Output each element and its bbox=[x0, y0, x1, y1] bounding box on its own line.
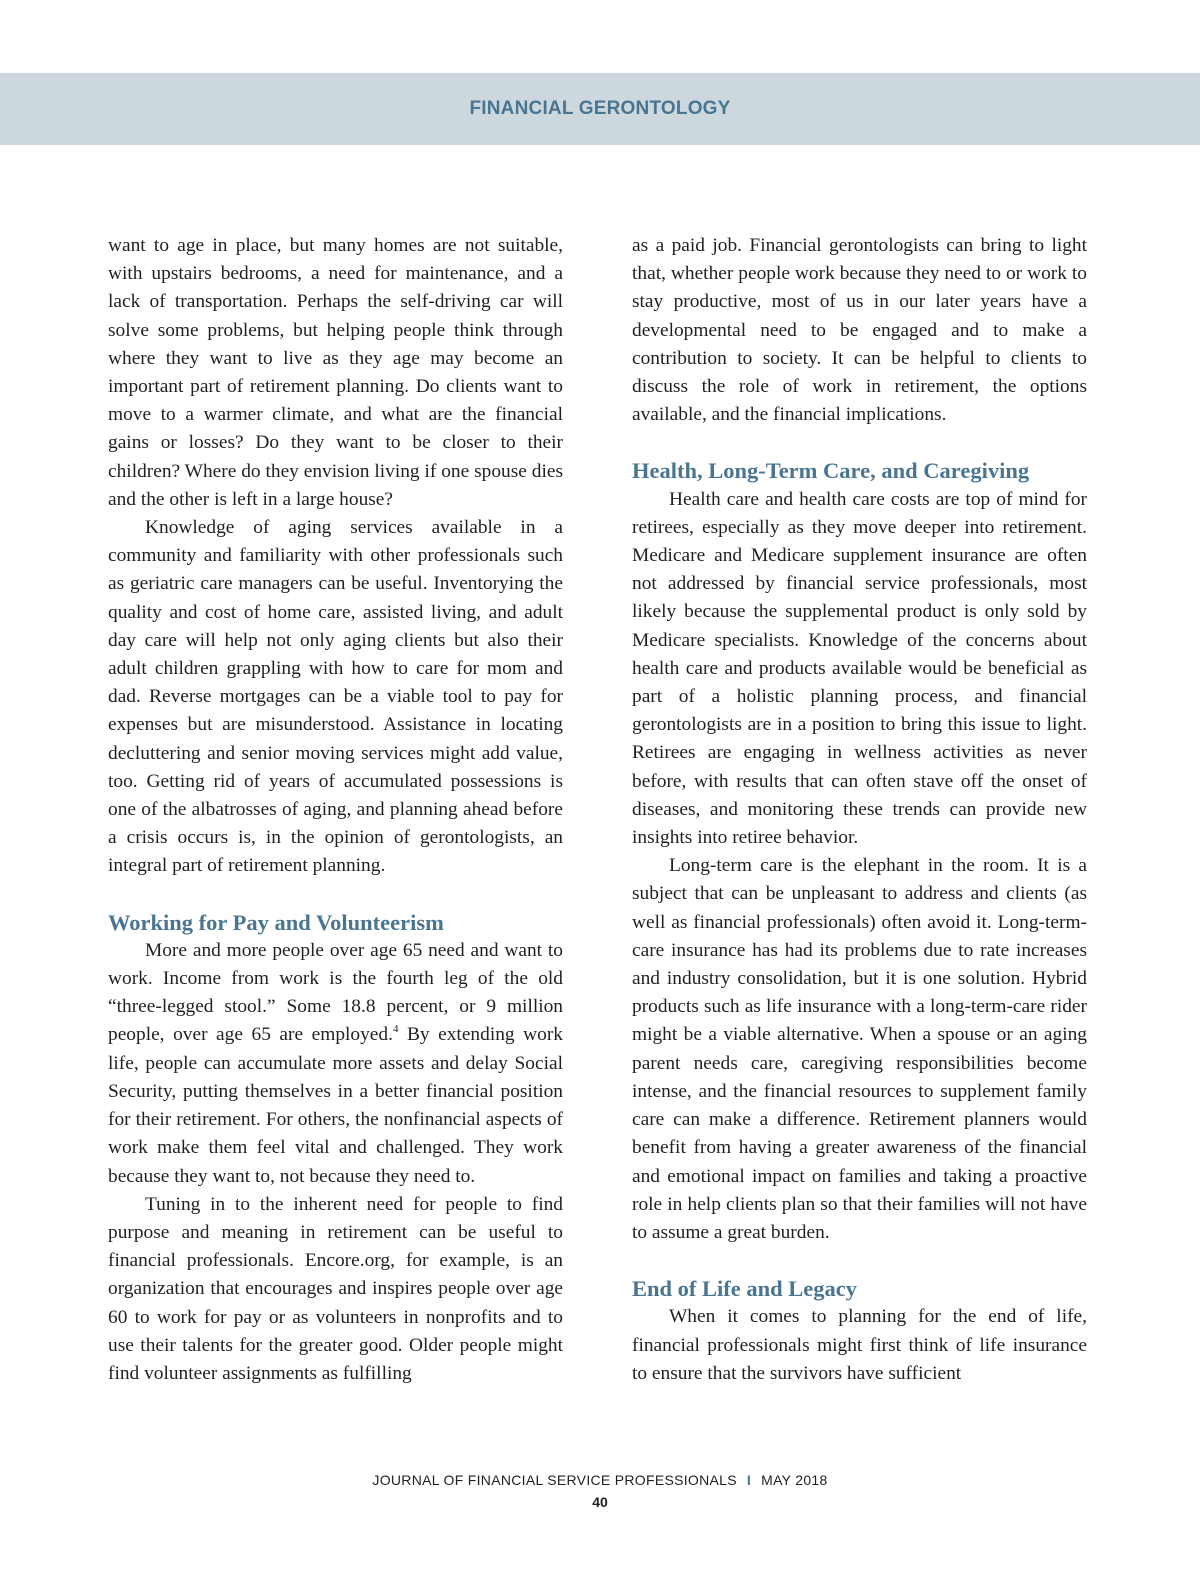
section-heading-working: Working for Pay and Volunteerism bbox=[108, 909, 444, 935]
journal-name: JOURNAL OF FINANCIAL SERVICE PROFESSIONALS bbox=[372, 1472, 737, 1488]
paragraph: When it comes to planning for the end of life, financial professionals might first think of life insurance to ensure that the survivors have sufficient bbox=[632, 1306, 1087, 1384]
section-title: FINANCIAL GERONTOLOGY bbox=[469, 98, 731, 119]
left-column bbox=[108, 232, 563, 1388]
page-number: 40 bbox=[592, 1494, 608, 1510]
paragraph: Health care and health care costs are top of mind for retirees, especially as they move deeper into retirement. Medicare and Medicare supplement insurance are often not addressed by financial service professionals, most likely because the supplemental product is only sold by Medicare specialists. Knowledge of the concerns about health care and products available would be beneficial as part of a holistic planning process, and financial gerontologists are in a position to bring this issue to light. Retirees are engaging in wellness activities as never before, with results that can often stave off the onset of diseases, and monitoring these trends can provide new insights into retiree behavior. bbox=[632, 488, 1087, 849]
issue-date: MAY 2018 bbox=[761, 1472, 828, 1488]
section-heading-end-of-life: End of Life and Legacy bbox=[632, 1276, 858, 1302]
paragraph: Long-term care is the elephant in the room. It is a subject that can be unpleasant to address and clients (as well as financial professionals) often avoid it. Long-term-care insurance has had its problems due to rate increases and industry consolidation, but it is one solution. Hybrid products such as life insurance with a long-term-care rider might be a viable alternative. When a spouse or an aging parent needs care, caregiving responsibilities become intense, and the financial resources to supplement family care can make a difference. Retirement planners would benefit from having a greater awareness of the financial and emotional impact on families and taking a proactive role in help clients plan so that their families will not have to assume a great burden. bbox=[632, 855, 1087, 1243]
paragraph: Knowledge of aging services available in a community and familiarity with other professionals such as geriatric care managers can be useful. Inventorying the quality and cost of home care, assisted living, and adult day care will help not only aging clients but also their adult children grappling with how to care for mom and dad. Reverse mortgages can be a viable tool to pay for expenses but are misunderstood. Assistance in locating decluttering and senior moving services might add value, too. Getting rid of years of accumulated possessions is one of the albatrosses of aging, and planning ahead before a crisis occurs is, in the opinion of gerontologists, an integral part of retirement planning. bbox=[108, 517, 563, 877]
page-footer bbox=[0, 1472, 1200, 1510]
section-heading-health: Health, Long-Term Care, and Caregiving bbox=[632, 458, 1030, 484]
paragraph: Tuning in to the inherent need for people to find purpose and meaning in retirement can be useful to financial professionals. Encore.org, for example, is an organization that encourages and inspires people over age 60 to work for pay or as volunteers in nonprofits and to use their talents for the greater good. Older people might find volunteer assignments as fulfilling bbox=[108, 1193, 563, 1384]
footer-separator: I bbox=[746, 1472, 752, 1488]
paragraph-text: More and more people over age 65 need and want to work. Income from work is the fourth leg of the old “three-legged stool.” Some 18.8 percent, or 9 million people, over age 65 are employed. bbox=[108, 939, 563, 1046]
footer-line bbox=[0, 1472, 1200, 1488]
paragraph: want to age in place, but many homes are not suitable, with upstairs bedrooms, a need for maintenance, and a lack of transportation. Perhaps the self-driving car will solve some problems, but helping people think through where they want to live as they age may become an important part of retirement planning. Do clients want to move to a warmer climate, and what are the financial gains or losses? Do they want to be closer to their children? Where do they envision living if one spouse dies and the other is left in a large house? bbox=[108, 235, 563, 510]
paragraph: as a paid job. Financial gerontologists can bring to light that, whether people work because they need to or work to stay productive, most of us in our later years have a developmental need to be engaged and to make a contribution to society. It can be helpful to clients to discuss the role of work in retirement, the options available, and the financial implications. bbox=[632, 235, 1087, 426]
paragraph bbox=[108, 937, 563, 1191]
footnote-marker: 4 bbox=[392, 1023, 399, 1036]
running-header bbox=[0, 73, 1200, 145]
right-column bbox=[632, 232, 1087, 1388]
paragraph-text: By extending work life, people can accumulate more assets and delay Social Security, putting themselves in a better financial position for their retirement. For others, the nonfinancial aspects of work make them feel vital and challenged. They work because they want to, not because they need to. bbox=[108, 1024, 563, 1187]
